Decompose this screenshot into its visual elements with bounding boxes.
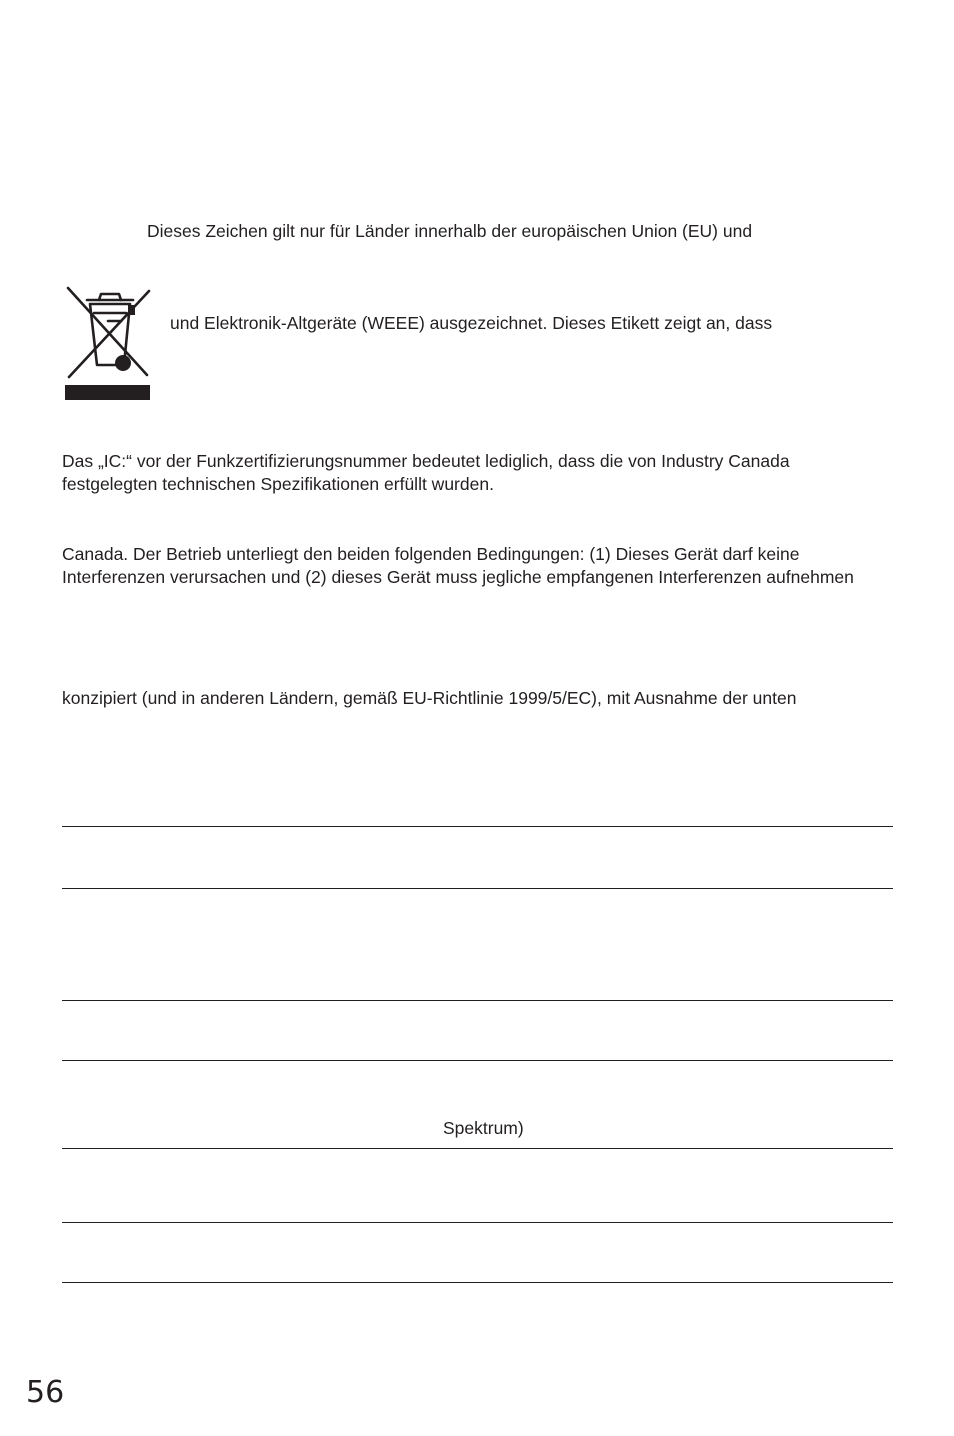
table-rule-7 bbox=[62, 1282, 893, 1283]
table-cell-spektrum: Spektrum) bbox=[443, 1118, 524, 1138]
page-number: 56 bbox=[26, 1375, 65, 1410]
table-rule-6 bbox=[62, 1222, 893, 1223]
weee-text-line-2: und Elektronik-Altgeräte (WEEE) ausgezeichnet. Dieses Etikett zeigt an, dass bbox=[170, 313, 773, 333]
ic-paragraph-2-line-1: Canada. Der Betrieb unterliegt den beiden folgenden Bedingungen: (1) Dieses Gerät darf keine bbox=[62, 544, 800, 564]
crossed-out-wheelie-bin-icon bbox=[63, 285, 153, 403]
table-rule-4 bbox=[62, 1060, 893, 1061]
table-rule-1 bbox=[62, 826, 893, 827]
table-rule-3 bbox=[62, 1000, 893, 1001]
table-rule-2 bbox=[62, 888, 893, 889]
table-rule-5 bbox=[62, 1148, 893, 1149]
weee-text-line-1: Dieses Zeichen gilt nur für Länder innerhalb der europäischen Union (EU) und bbox=[147, 221, 753, 241]
ic-paragraph-1-line-1: Das „IC:“ vor der Funkzertifizierungsnummer bedeutet lediglich, dass die von Industry Canada bbox=[62, 451, 790, 471]
eu-directive-line: konzipiert (und in anderen Ländern, gemäß EU-Richtlinie 1999/5/EC), mit Ausnahme der unten bbox=[62, 688, 797, 708]
ic-paragraph-2-line-2: Interferenzen verursachen und (2) dieses Gerät muss jegliche empfangenen Interferenzen aufnehmen bbox=[62, 567, 854, 587]
ic-paragraph-1-line-2: festgelegten technischen Spezifikationen erfüllt wurden. bbox=[62, 474, 494, 494]
